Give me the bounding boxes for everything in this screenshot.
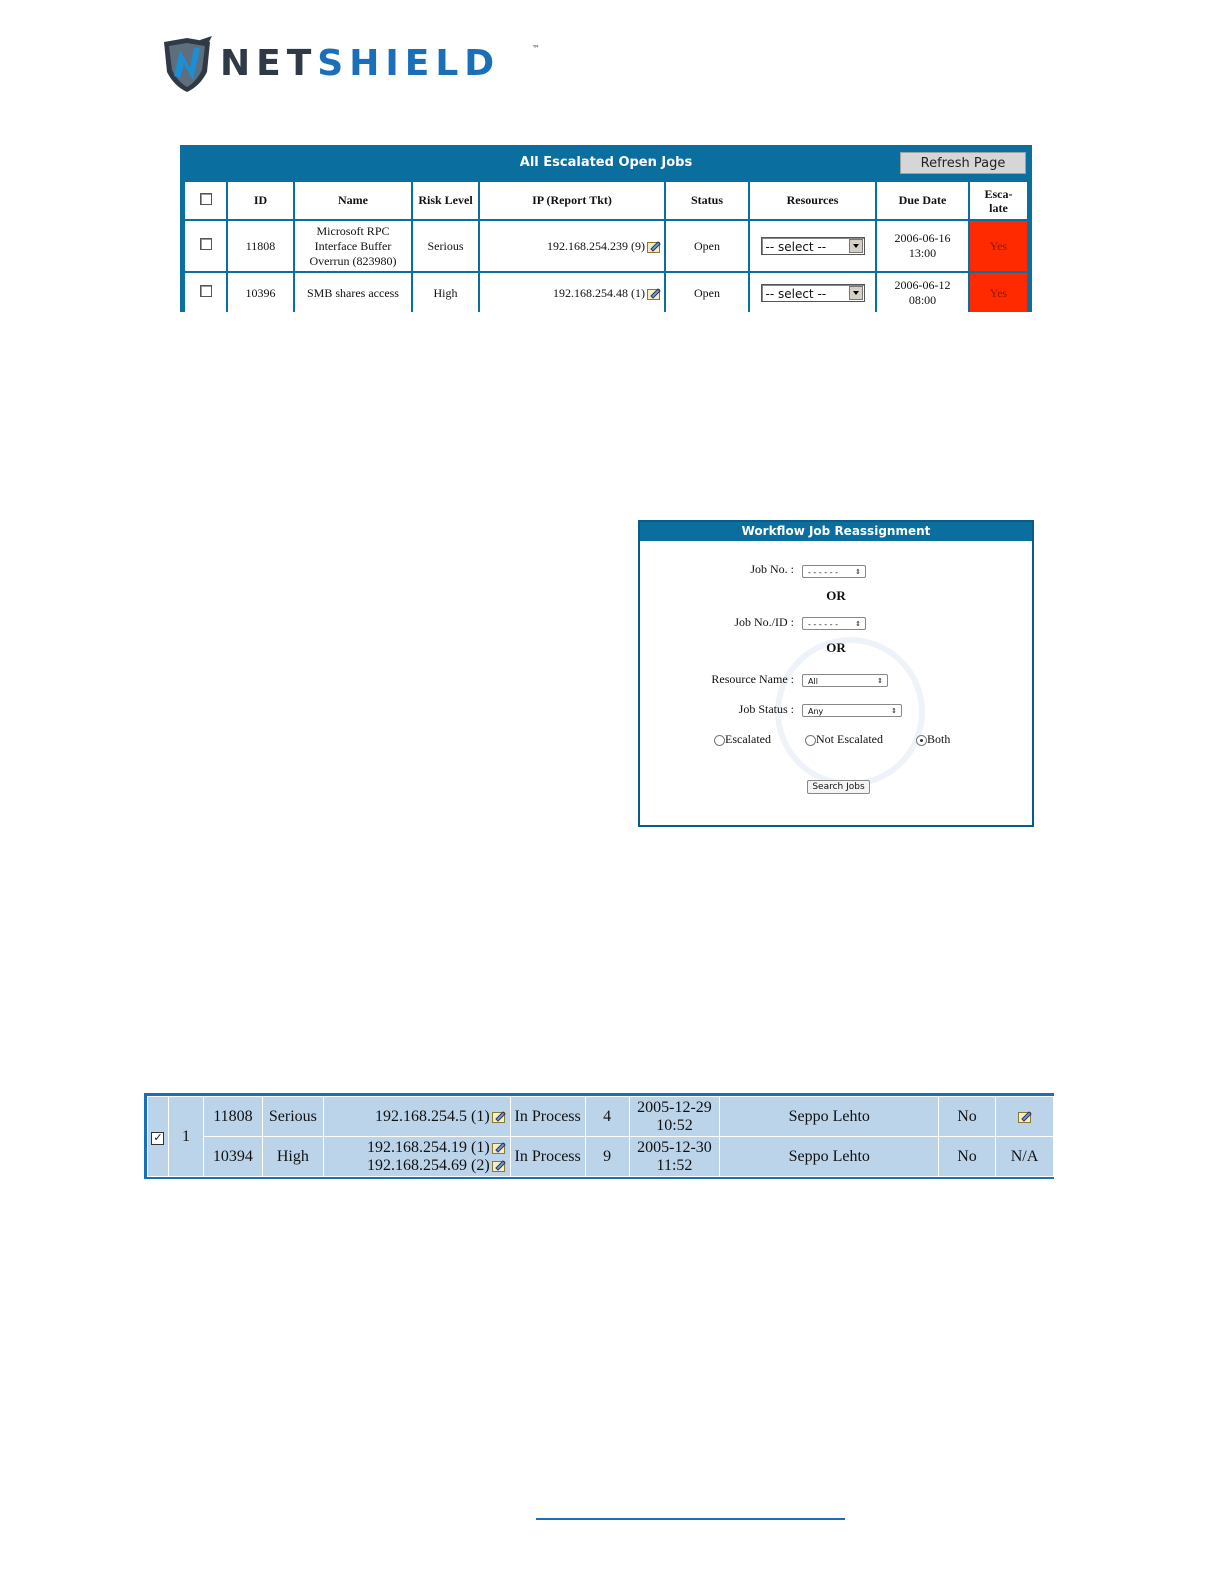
resource-select-value: -- select -- <box>765 240 827 254</box>
table-row <box>148 1137 1054 1177</box>
job-no-id-select[interactable] <box>802 617 866 630</box>
ip-cell <box>480 273 664 312</box>
risk-level: High <box>262 1137 323 1177</box>
updown-arrow-icon: ⇕ <box>855 568 861 576</box>
resource-cell <box>750 273 875 312</box>
resource-select[interactable] <box>761 284 865 302</box>
escalated-jobs-table <box>183 180 1029 312</box>
escalated-jobs-panel <box>180 145 1032 312</box>
col-name[interactable]: Name <box>295 182 411 219</box>
job-status-value: Any <box>808 707 824 716</box>
job-status: In Process <box>510 1137 585 1177</box>
job-id: 10394 <box>203 1137 262 1177</box>
resource-select-value: -- select -- <box>765 287 827 301</box>
job-date-day: 2005-12-29 <box>637 1098 712 1116</box>
dropdown-arrow-icon[interactable] <box>849 286 863 300</box>
ip-cell <box>480 221 664 271</box>
job-date-time: 10:52 <box>656 1116 693 1134</box>
updown-arrow-icon: ⇕ <box>855 620 861 628</box>
ip-report-link[interactable]: 192.168.254.19 (1) <box>367 1138 490 1156</box>
job-id: 11808 <box>228 221 293 271</box>
due-date-day: 2006-06-12 <box>894 278 951 292</box>
action-cell: N/A <box>995 1137 1053 1177</box>
or-separator: OR <box>826 640 846 655</box>
resource-name-value: All <box>808 677 818 686</box>
refresh-page-button[interactable]: Refresh Page <box>900 152 1026 174</box>
job-status-label: Job Status : <box>738 702 794 716</box>
radio-both[interactable] <box>916 732 950 747</box>
risk-level: Serious <box>413 221 478 271</box>
job-date-day: 2005-12-30 <box>637 1138 712 1156</box>
job-date <box>629 1137 720 1177</box>
radio-escalated-button[interactable] <box>714 735 725 746</box>
job-count: 9 <box>585 1137 629 1177</box>
row-checkbox[interactable] <box>200 285 212 297</box>
note-edit-icon[interactable] <box>647 241 661 253</box>
radio-escalated[interactable] <box>714 732 771 747</box>
job-name: SMB shares access <box>295 273 411 312</box>
radio-not-escalated-label: Not Escalated <box>816 732 883 746</box>
risk-level: Serious <box>262 1097 323 1137</box>
note-edit-icon[interactable] <box>647 288 661 300</box>
job-count: 4 <box>585 1097 629 1137</box>
job-date <box>629 1097 720 1137</box>
col-resources[interactable]: Resources <box>750 182 875 219</box>
job-status-select[interactable] <box>802 704 902 717</box>
group-checkbox[interactable]: ✓ <box>153 1131 163 1144</box>
logo-word-shield: SHIELD <box>317 43 501 84</box>
escalated-jobs-header <box>180 145 1032 179</box>
due-date <box>877 221 968 271</box>
search-jobs-button[interactable]: Search Jobs <box>807 780 870 794</box>
job-status: In Process <box>510 1097 585 1137</box>
ip-report-link[interactable]: 192.168.254.69 (2) <box>367 1156 490 1174</box>
job-name: Microsoft RPC Interface Buffer Overrun (823980) <box>295 221 411 271</box>
radio-both-button[interactable] <box>916 735 927 746</box>
job-id: 11808 <box>203 1097 262 1137</box>
group-select-cell <box>148 1097 169 1177</box>
action-cell <box>995 1097 1053 1137</box>
table-row <box>185 221 1027 271</box>
in-process-jobs-table <box>147 1096 1054 1177</box>
shield-logo-icon <box>160 36 214 94</box>
table-row <box>148 1097 1054 1137</box>
job-status: Open <box>666 273 748 312</box>
resource-cell <box>750 221 875 271</box>
footer-rule <box>536 1518 845 1520</box>
col-escalate[interactable]: Esca- late <box>970 182 1027 219</box>
ip-cell <box>323 1097 510 1137</box>
select-all-cell <box>185 182 226 219</box>
dropdown-arrow-icon[interactable] <box>849 239 863 253</box>
or-separator: OR <box>826 588 846 603</box>
ip-report-link[interactable]: 192.168.254.239 (9) <box>547 238 645 253</box>
row-select-cell <box>185 221 226 271</box>
row-checkbox[interactable] <box>200 238 212 250</box>
table-header-row <box>185 182 1027 219</box>
due-date-time: 13:00 <box>908 246 937 260</box>
logo-wordmark <box>220 44 500 84</box>
resource-name: Seppo Lehto <box>720 1137 939 1177</box>
job-status: Open <box>666 221 748 271</box>
radio-not-escalated-button[interactable] <box>805 735 816 746</box>
ip-cell <box>323 1137 510 1177</box>
netshield-logo <box>160 36 550 96</box>
risk-level: High <box>413 273 478 312</box>
job-no-id-value: - - - - - - <box>808 620 839 629</box>
note-edit-icon[interactable] <box>492 1142 506 1154</box>
due-date-day: 2006-06-16 <box>894 231 951 245</box>
row-select-cell <box>185 273 226 312</box>
job-no-value: - - - - - - <box>808 568 839 577</box>
resource-select[interactable] <box>761 237 865 255</box>
ip-report-link[interactable]: 192.168.254.48 (1) <box>553 285 645 300</box>
col-ip[interactable]: IP (Report Tkt) <box>480 182 664 219</box>
job-no-select[interactable] <box>802 565 866 578</box>
logo-word-net: NET <box>220 43 318 84</box>
updown-arrow-icon: ⇕ <box>891 707 897 715</box>
job-reassignment-panel <box>638 520 1034 827</box>
group-number: 1 <box>168 1097 203 1177</box>
job-reassignment-title: Workflow Job Reassignment <box>640 522 1032 541</box>
resource-name-select[interactable] <box>802 674 888 687</box>
escalate-flag[interactable]: Yes <box>970 221 1027 271</box>
escalate-flag[interactable]: Yes <box>970 273 1027 312</box>
col-status[interactable]: Status <box>666 182 748 219</box>
note-edit-icon[interactable] <box>492 1160 506 1172</box>
job-date-time: 11:52 <box>656 1156 693 1174</box>
select-all-checkbox[interactable] <box>200 193 212 205</box>
radio-escalated-label: Escalated <box>725 732 771 746</box>
col-id[interactable]: ID <box>228 182 293 219</box>
due-date-time: 08:00 <box>908 293 937 307</box>
col-risk-level[interactable]: Risk Level <box>413 182 478 219</box>
in-process-jobs-panel <box>144 1093 1054 1179</box>
logo-trademark: ™ <box>532 44 540 53</box>
resource-name-label: Resource Name : <box>711 672 794 686</box>
col-due-date[interactable]: Due Date <box>877 182 968 219</box>
ip-report-link[interactable]: 192.168.254.5 (1) <box>375 1107 490 1125</box>
radio-both-label: Both <box>927 732 951 746</box>
note-edit-icon[interactable] <box>492 1111 506 1123</box>
job-no-label: Job No. : <box>750 562 794 576</box>
escalated-jobs-title: All Escalated Open Jobs <box>519 155 693 170</box>
updown-arrow-icon: ⇕ <box>877 677 883 685</box>
radio-not-escalated[interactable] <box>805 732 883 747</box>
table-row <box>185 273 1027 312</box>
escalated-flag: No <box>939 1097 996 1137</box>
resource-name: Seppo Lehto <box>720 1097 939 1137</box>
escalated-flag: No <box>939 1137 996 1177</box>
due-date <box>877 273 968 312</box>
note-edit-icon[interactable] <box>1018 1111 1032 1123</box>
job-no-id-label: Job No./ID : <box>734 615 794 629</box>
job-id: 10396 <box>228 273 293 312</box>
